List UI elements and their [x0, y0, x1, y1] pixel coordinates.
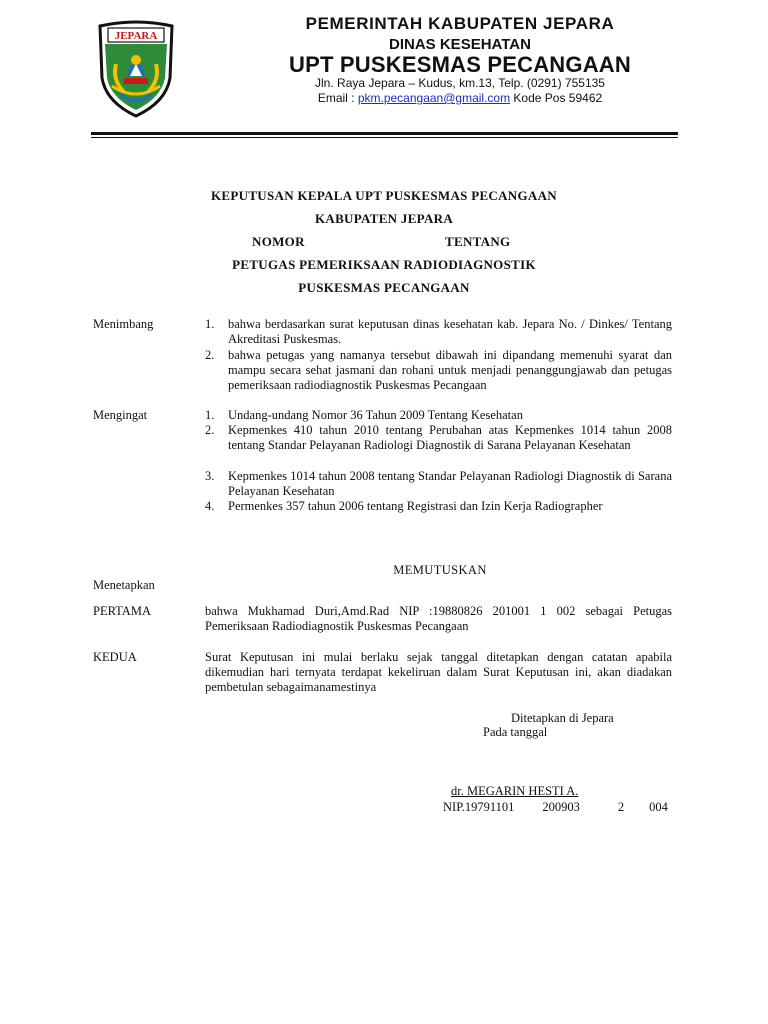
mengingat-num-2: 2.: [205, 423, 215, 437]
menimbang-label: Menimbang: [93, 317, 154, 331]
signature-place: Ditetapkan di Jepara: [511, 711, 614, 725]
nip-part-1: NIP.19791101: [443, 800, 515, 814]
signatory-nip: [443, 800, 668, 815]
mengingat-label: Mengingat: [93, 408, 148, 422]
jepara-regency-logo: [94, 20, 178, 118]
decree-number-label: NOMOR: [252, 234, 305, 249]
mengingat-item-1: Undang-undang Nomor 36 Tahun 2009 Tentang Kesehatan: [228, 408, 523, 422]
mengingat-num-4: 4.: [205, 499, 215, 513]
nip-part-3: 2: [617, 800, 625, 814]
letterhead-government: PEMERINTAH KABUPATEN JEPARA: [305, 14, 615, 33]
nip-part-4: 004: [649, 800, 668, 814]
nip-part-2: 200903: [542, 800, 580, 814]
decree-subject: PETUGAS PEMERIKSAAN RADIODIAGNOSTIK: [232, 257, 536, 272]
mengingat-num-3: 3.: [205, 469, 215, 483]
mengingat-item-3: Kepmenkes 1014 tahun 2008 tentang Standar Pelayanan Radiologi Diagnostik di Sarana Pelayanan Kesehatan: [228, 469, 672, 498]
menimbang-item-2: bahwa petugas yang namanya tersebut dibawah ini dipandang memenuhi syarat dan mampu secara sehat jasmani dan rohani untuk menjadi penanggungjawab dan petugas pemeriksaan radiodiagnostik Puskesmas Pecangaan: [228, 348, 672, 392]
decree-about-label: TENTANG: [445, 234, 511, 249]
kedua-label: KEDUA: [93, 650, 137, 664]
mengingat-item-4: Permenkes 357 tahun 2006 tentang Registrasi dan Izin Kerja Radiographer: [228, 499, 603, 513]
letterhead-institution: UPT PUSKESMAS PECANGAAN: [289, 52, 631, 77]
mengingat-item-2: Kepmenkes 410 tahun 2010 tentang Perubahan atas Kepmenkes 1014 tahun 2008 tentang Standar Pelayanan Radiologi Diagnostik di Sarana Pelayanan Kesehatan: [228, 423, 672, 452]
letterhead-department: DINAS KESEHATAN: [389, 36, 531, 53]
signature-date: Pada tanggal: [483, 725, 548, 739]
decree-region: KABUPATEN JEPARA: [314, 211, 454, 226]
svg-text:JEPARA: JEPARA: [114, 30, 158, 42]
pertama-label: PERTAMA: [93, 604, 151, 618]
menimbang-num-1: 1.: [205, 317, 215, 331]
letterhead-rule-thin: [91, 137, 678, 138]
letterhead-address: Jln. Raya Jepara – Kudus, km.13, Telp. (0291) 755135: [315, 76, 605, 90]
mengingat-num-1: 1.: [205, 408, 215, 422]
kedua-text: Surat Keputusan ini mulai berlaku sejak tanggal ditetapkan dengan catatan apabila dikemudian hari ternyata terdapat kekeliruan dalam Surat Keputusan ini, akan diadakan pembetulan sebagaimanamestinya: [205, 650, 672, 694]
email-prefix: Email :: [317, 91, 358, 105]
pertama-text: bahwa Mukhamad Duri,Amd.Rad NIP :19880826 201001 1 002 sebagai Petugas Pemeriksaan Radiodiagnostik Puskesmas Pecangaan: [205, 604, 672, 633]
menimbang-num-2: 2.: [205, 348, 215, 362]
postal-code: Kode Pos 59462: [510, 91, 603, 105]
menimbang-item-1: bahwa berdasarkan surat keputusan dinas kesehatan kab. Jepara No. / Dinkes/ Tentang Akreditasi Puskesmas.: [228, 317, 672, 346]
signatory-name: dr. MEGARIN HESTI A.: [451, 784, 579, 798]
letterhead-contact: [230, 91, 690, 105]
letterhead-rule-thick: [91, 132, 678, 135]
menetapkan-label: Menetapkan: [93, 578, 155, 592]
decree-title: KEPUTUSAN KEPALA UPT PUSKESMAS PECANGAAN: [211, 188, 557, 203]
memutuskan-heading: MEMUTUSKAN: [393, 563, 487, 577]
email-link[interactable]: pkm.pecangaan@gmail.com: [357, 91, 511, 105]
decree-subject-place: PUSKESMAS PECANGAAN: [298, 280, 470, 295]
